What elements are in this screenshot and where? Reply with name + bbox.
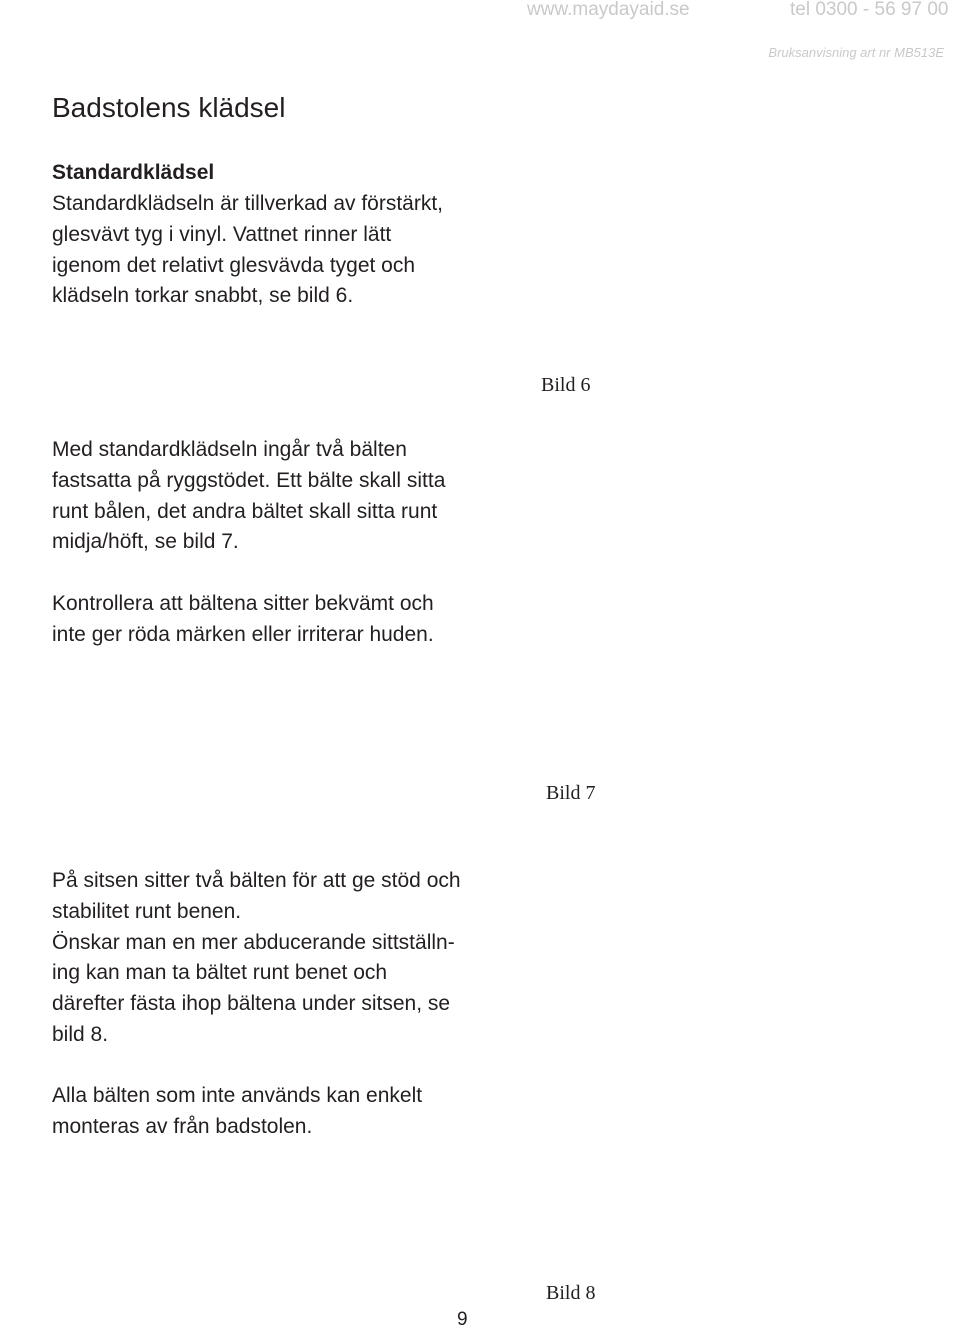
header-phone: tel 0300 - 56 97 00 <box>790 0 949 20</box>
header-manual-ref: Bruksanvisning art nr MB513E <box>768 45 944 60</box>
header-website: www.maydayaid.se <box>527 0 690 20</box>
paragraph-4: På sitsen sitter två bälten för att ge stöd och stabilitet runt benen. Önskar man en mer abducerande sittställn- ing kan man ta bältet runt benet och därefter fästa ihop bältena under sitsen, se bild 8. <box>52 869 461 1046</box>
figure-caption-7: Bild 7 <box>546 782 596 804</box>
figure-caption-8: Bild 8 <box>546 1282 596 1304</box>
page-title: Badstolens klädsel <box>52 92 286 123</box>
page-number: 9 <box>457 1309 468 1330</box>
figure-caption-6: Bild 6 <box>541 374 591 396</box>
paragraph-2: Med standardklädseln ingår två bälten fastsatta på ryggstödet. Ett bälte skall sitta runt bålen, det andra bältet skall sitta runt midja/höft, se bild 7. <box>52 438 446 554</box>
paragraph-1: Standardklädseln är tillverkad av förstärkt, glesvävt tyg i vinyl. Vattnet rinner lätt igenom det relativt glesvävda tyget och klädseln torkar snabbt, se bild 6. <box>52 192 444 308</box>
paragraph-5: Alla bälten som inte används kan enkelt monteras av från badstolen. <box>52 1084 423 1138</box>
section-heading: Standardklädsel <box>52 161 215 184</box>
paragraph-3: Kontrollera att bältena sitter bekvämt och inte ger röda märken eller irriterar huden. <box>52 592 434 646</box>
